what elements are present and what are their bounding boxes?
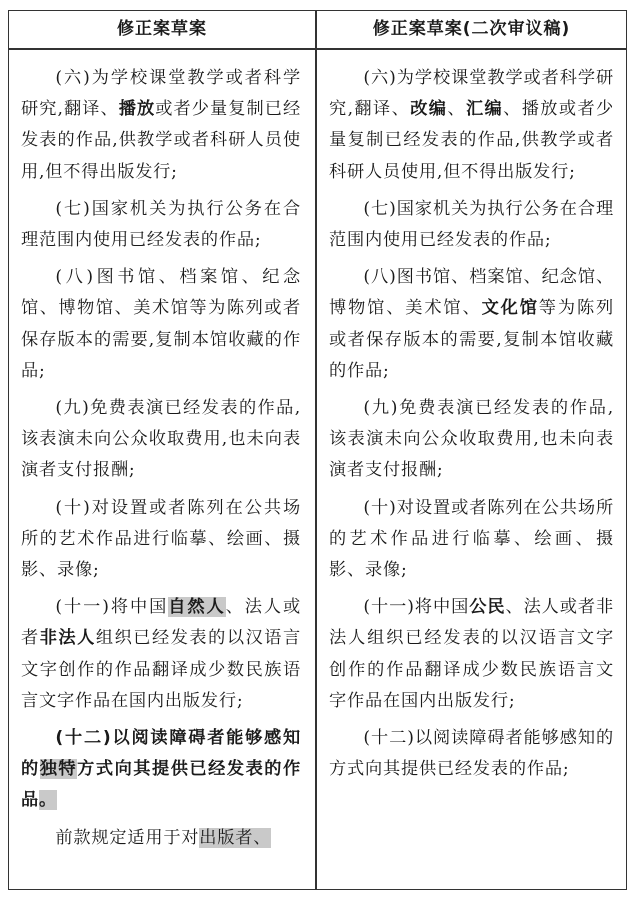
- amended-text: 方式向其提供已经发表的作品: [21, 759, 301, 811]
- clause-paragraph: [329, 723, 614, 785]
- clause-text: (六)为学校课堂教学或者科学研究,翻译、: [329, 68, 614, 120]
- header-draft: 修正案草案: [117, 19, 207, 39]
- amended-text: 播放: [118, 99, 156, 120]
- clause-text: (七)国家机关为执行公务在合理范围内使用已经发表的作品;: [329, 198, 614, 251]
- amended-text: 汇编: [465, 99, 504, 120]
- clause-text: (八)图书馆、档案馆、纪念馆、博物馆、美术馆等为陈列或者保存版本的需要,复制本馆收藏的作品;: [21, 267, 301, 381]
- amended-text: 独特: [39, 759, 78, 780]
- clause-text: (十)对设置或者陈列在公共场所的艺术作品进行临摹、绘画、摄影、录像;: [329, 497, 614, 581]
- clause-paragraph: [21, 262, 301, 387]
- clause-text: 前款规定适用于对: [55, 827, 200, 848]
- left-column: [21, 63, 301, 889]
- clause-text: (十一)将中国: [363, 597, 470, 618]
- clause-text: (六)为学校课堂教学或者科学研究,翻译、: [21, 68, 301, 120]
- clause-text: (十一)将中国: [55, 597, 169, 618]
- clause-text: 、: [447, 99, 466, 120]
- clause-paragraph: [21, 393, 301, 487]
- header-second-draft: 修正案草案(二次审议稿): [372, 19, 571, 39]
- clause-text: (九)免费表演已经发表的作品,该表演未向公众收取费用,也未向表演者支付报酬;: [329, 398, 614, 481]
- clause-paragraph: [21, 493, 301, 587]
- clause-paragraph: [21, 592, 301, 717]
- clause-text: (十二)以阅读障碍者能够感知的方式向其提供已经发表的作品;: [329, 728, 614, 780]
- clause-text: (七)国家机关为执行公务在合理范围内使用已经发表的作品;: [21, 198, 301, 251]
- clause-text: 出版者、: [199, 827, 272, 848]
- clause-paragraph: [329, 63, 614, 188]
- clause-text: 、播放或者少量复制已经发表的作品,供教学或者科研人员使用,但不得出版发行;: [329, 99, 614, 182]
- amended-text: 文化馆: [481, 298, 539, 319]
- clause-text: 、法人或者非法人组织已经发表的以汉语言文字创作的作品翻译成少数民族语言文字作品在国内出版发行;: [329, 597, 614, 711]
- column-divider: [315, 11, 317, 889]
- clause-paragraph: [329, 262, 614, 387]
- clause-paragraph: [21, 823, 301, 854]
- clause-text: 、法人或者: [21, 597, 301, 649]
- clause-paragraph: [329, 493, 614, 587]
- clause-paragraph: [21, 63, 301, 188]
- clause-paragraph: [329, 194, 614, 256]
- clause-paragraph: [329, 393, 614, 487]
- amended-text: 自然人: [168, 597, 226, 618]
- amended-text: 。: [39, 790, 57, 811]
- amended-text: 非法人: [39, 628, 96, 649]
- clause-paragraph: [21, 723, 301, 817]
- clause-text: 等为陈列或者保存版本的需要,复制本馆收藏的作品;: [329, 298, 614, 381]
- clause-text: (八)图书馆、档案馆、纪念馆、博物馆、美术馆、: [329, 267, 614, 319]
- comparison-table: [8, 10, 627, 890]
- clause-paragraph: [21, 194, 301, 256]
- clause-text: 组织已经发表的以汉语言文字创作的作品翻译成少数民族语言文字作品在国内出版发行;: [21, 628, 301, 711]
- clause-text: 或者少量复制已经发表的作品,供教学或者科研人员使用,但不得出版发行;: [21, 99, 301, 182]
- clause-paragraph: [329, 592, 614, 717]
- amended-text: 改编: [410, 99, 448, 120]
- clause-text: (九)免费表演已经发表的作品,该表演未向公众收取费用,也未向表演者支付报酬;: [21, 398, 301, 481]
- clause-text: (十)对设置或者陈列在公共场所的艺术作品进行临摹、绘画、摄影、录像;: [21, 497, 301, 581]
- amended-text: (十二)以阅读障碍者能够感知的: [21, 728, 301, 780]
- amended-text: 公民: [469, 597, 506, 618]
- header-divider: [9, 48, 626, 50]
- right-column: [329, 63, 614, 889]
